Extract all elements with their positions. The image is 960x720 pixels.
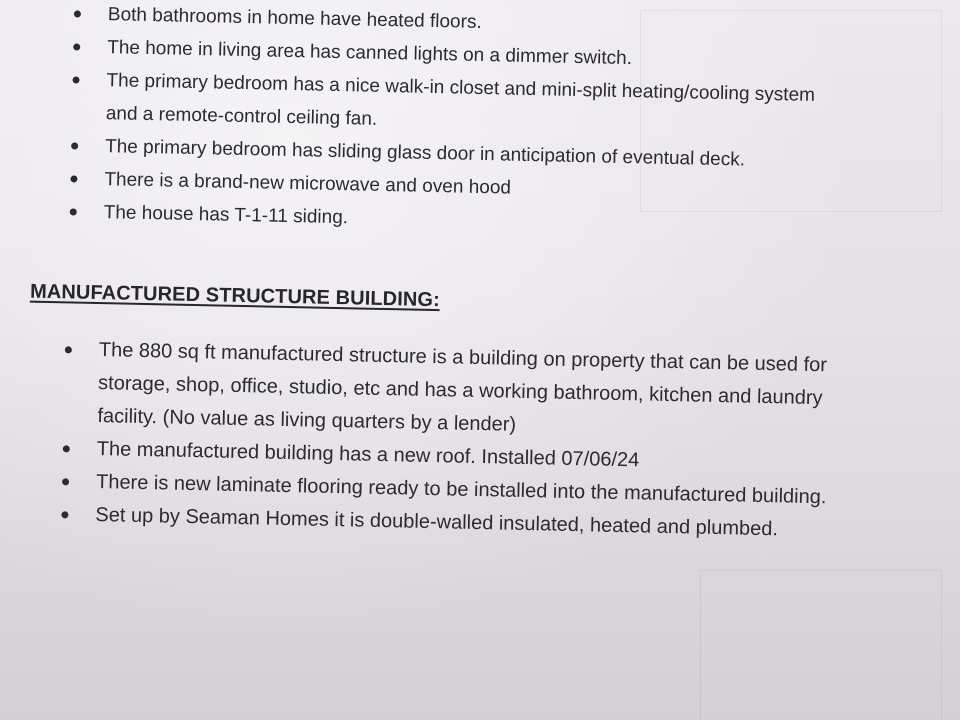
bullet-icon: [73, 43, 80, 50]
list-item-text: Set up by Seaman Homes it is double-walled insulated, heated and plumbed.: [95, 503, 779, 541]
bullet-icon: [63, 445, 70, 452]
bullet-icon: [70, 208, 77, 215]
bottom-bullet-list: [61, 333, 935, 549]
list-item-text: The primary bedroom has sliding glass door in anticipation of eventual deck.: [104, 136, 746, 171]
list-item-text: There is new laminate flooring ready to be installed into the manufactured building.: [95, 471, 827, 509]
list-item: [63, 333, 935, 450]
list-item-text: The home in living area has canned lights on a dimmer switch.: [106, 37, 633, 70]
bullet-icon: [61, 511, 68, 518]
list-item-text: The primary bedroom has a nice walk-in closet and mini-split heating/cooling system: [106, 70, 816, 106]
list-item-text: The manufactured building has a new roof. Installed 07/06/24: [96, 438, 640, 472]
bullet-icon: [74, 10, 81, 17]
bullet-icon: [62, 478, 69, 485]
bullet-icon: [72, 76, 79, 83]
bullet-icon: [70, 175, 77, 182]
bullet-icon: [71, 142, 78, 149]
list-item-text: facility. (No value as living quarters by a lender): [97, 405, 517, 436]
top-bullet-list: [69, 0, 924, 246]
list-item-text: The 880 sq ft manufactured structure is a building on property that can be used for: [98, 339, 828, 377]
list-item-text: There is a brand-new microwave and oven hood: [104, 169, 512, 199]
list-item-text: and a remote-control ceiling fan.: [105, 103, 378, 130]
list-item-text: Both bathrooms in home have heated floors.: [107, 4, 482, 33]
section-heading: MANUFACTURED STRUCTURE BUILDING:: [29, 280, 441, 312]
list-item-text: The house has T-1-11 siding.: [103, 202, 349, 229]
list-item-text: storage, shop, office, studio, etc and has a working bathroom, kitchen and laundry: [97, 372, 823, 410]
bullet-icon: [65, 346, 72, 353]
